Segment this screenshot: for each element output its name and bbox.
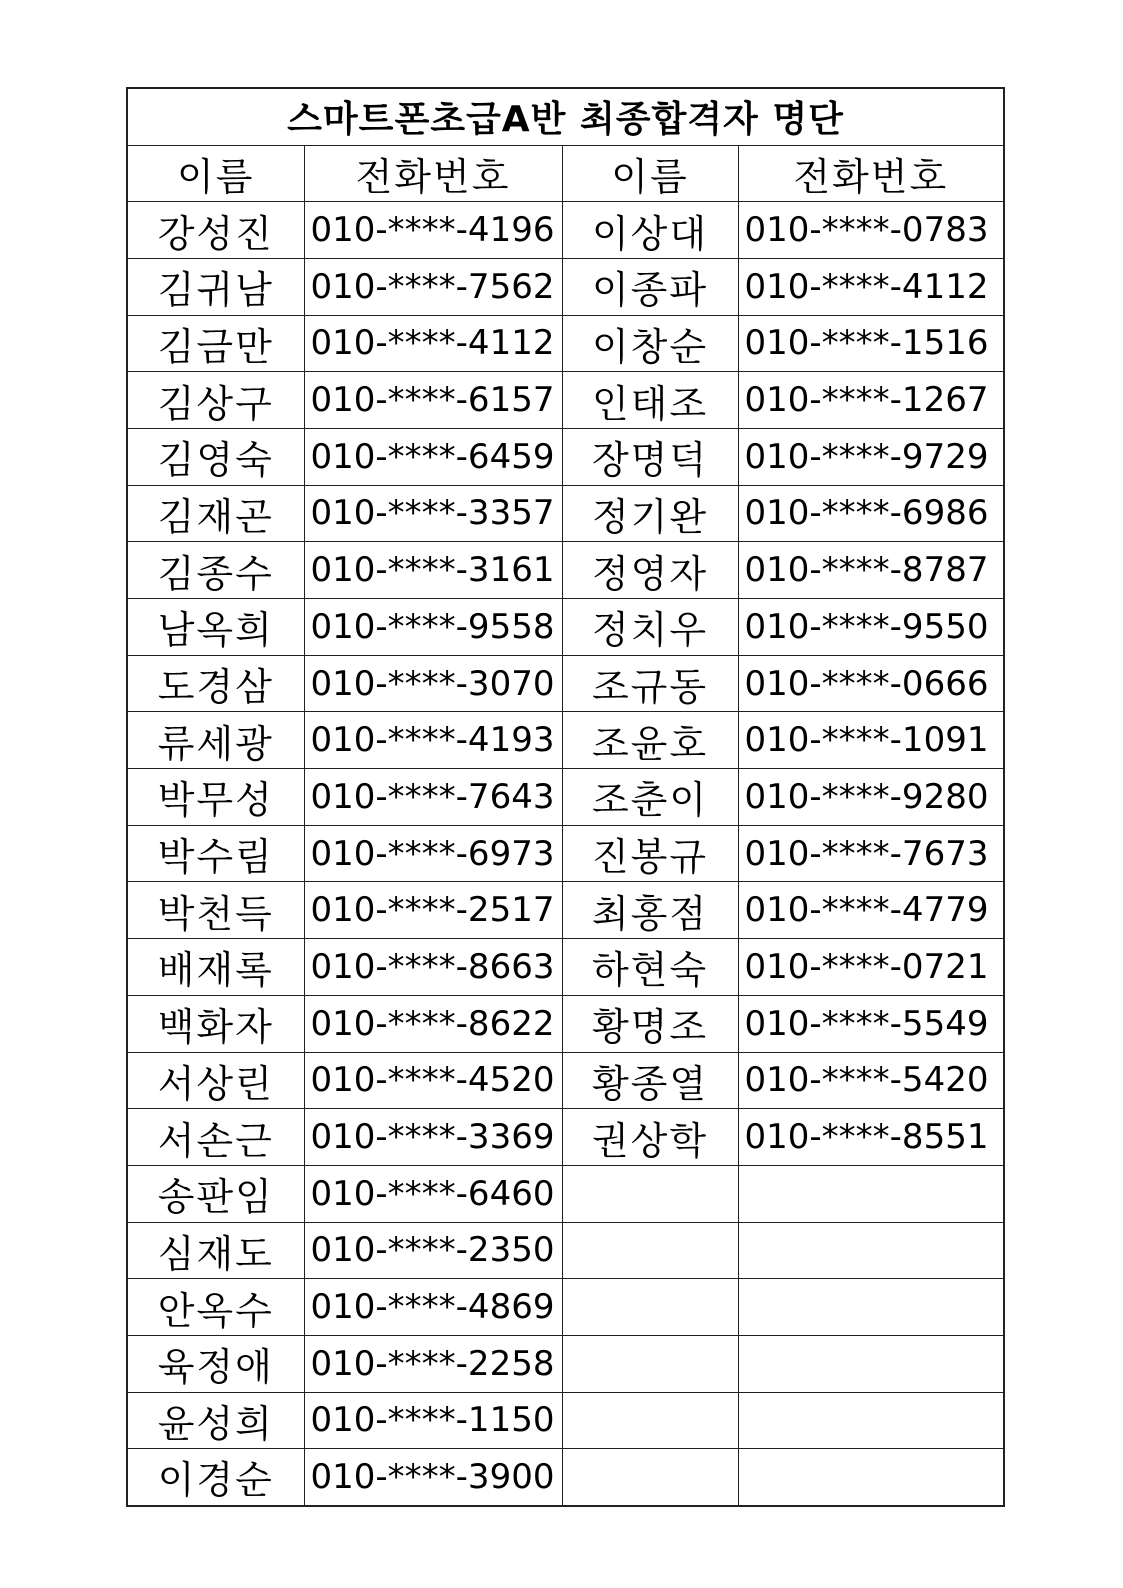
applicant-phone-left: 010-****-4112 xyxy=(304,315,562,372)
applicant-name-left: 박무성 xyxy=(127,769,304,826)
table-row xyxy=(127,1165,1004,1222)
applicant-name-right: 정치우 xyxy=(562,599,738,656)
applicant-name-left: 심재도 xyxy=(127,1222,304,1279)
column-header-name-right: 이름 xyxy=(562,145,738,202)
table-row xyxy=(127,995,1004,1052)
applicant-name-right: 조윤호 xyxy=(562,712,738,769)
applicant-phone-right: 010-****-9550 xyxy=(738,599,1004,656)
applicant-name-left: 김귀남 xyxy=(127,258,304,315)
applicant-phone-right xyxy=(738,1392,1004,1449)
applicant-phone-right: 010-****-8551 xyxy=(738,1109,1004,1166)
applicant-name-right: 황종열 xyxy=(562,1052,738,1109)
applicant-name-right: 인태조 xyxy=(562,372,738,429)
applicant-phone-left: 010-****-7562 xyxy=(304,258,562,315)
table-row xyxy=(127,825,1004,882)
table-row xyxy=(127,712,1004,769)
applicant-name-right: 조규동 xyxy=(562,655,738,712)
applicant-phone-left: 010-****-8663 xyxy=(304,939,562,996)
table-row xyxy=(127,1052,1004,1109)
applicant-name-right: 황명조 xyxy=(562,995,738,1052)
table-row xyxy=(127,1222,1004,1279)
applicant-phone-right xyxy=(738,1165,1004,1222)
table-row xyxy=(127,485,1004,542)
table-row xyxy=(127,769,1004,826)
applicant-phone-right: 010-****-0666 xyxy=(738,655,1004,712)
applicant-phone-left: 010-****-9558 xyxy=(304,599,562,656)
applicant-name-right: 이상대 xyxy=(562,202,738,259)
table-row xyxy=(127,882,1004,939)
table-row xyxy=(127,258,1004,315)
applicant-phone-left: 010-****-4520 xyxy=(304,1052,562,1109)
applicant-name-left: 강성진 xyxy=(127,202,304,259)
table-row xyxy=(127,1279,1004,1336)
applicant-phone-right: 010-****-4112 xyxy=(738,258,1004,315)
applicant-phone-left: 010-****-7643 xyxy=(304,769,562,826)
applicant-name-right: 이창순 xyxy=(562,315,738,372)
applicant-phone-left: 010-****-2258 xyxy=(304,1335,562,1392)
applicant-list-table xyxy=(126,87,1005,1507)
table-row xyxy=(127,1392,1004,1449)
table-row xyxy=(127,939,1004,996)
applicant-phone-right: 010-****-5420 xyxy=(738,1052,1004,1109)
applicant-name-left: 김상구 xyxy=(127,372,304,429)
table-row xyxy=(127,1109,1004,1166)
applicant-name-left: 안옥수 xyxy=(127,1279,304,1336)
table-row xyxy=(127,1335,1004,1392)
applicant-phone-right: 010-****-8787 xyxy=(738,542,1004,599)
applicant-name-right: 장명덕 xyxy=(562,428,738,485)
applicant-name-right xyxy=(562,1392,738,1449)
applicant-phone-right xyxy=(738,1335,1004,1392)
applicant-name-right: 정영자 xyxy=(562,542,738,599)
applicant-phone-left: 010-****-3161 xyxy=(304,542,562,599)
applicant-name-left: 김종수 xyxy=(127,542,304,599)
applicant-name-left: 서손근 xyxy=(127,1109,304,1166)
table-row xyxy=(127,428,1004,485)
applicant-name-right: 하현숙 xyxy=(562,939,738,996)
applicant-name-left: 이경순 xyxy=(127,1449,304,1506)
applicant-phone-right: 010-****-1267 xyxy=(738,372,1004,429)
column-header-name-left: 이름 xyxy=(127,145,304,202)
table-row xyxy=(127,372,1004,429)
applicant-name-left: 류세광 xyxy=(127,712,304,769)
applicant-name-right xyxy=(562,1279,738,1336)
applicant-name-left: 서상린 xyxy=(127,1052,304,1109)
applicant-phone-left: 010-****-6157 xyxy=(304,372,562,429)
applicant-name-left: 백화자 xyxy=(127,995,304,1052)
applicant-name-right: 이종파 xyxy=(562,258,738,315)
applicant-name-left: 송판임 xyxy=(127,1165,304,1222)
applicant-phone-right: 010-****-5549 xyxy=(738,995,1004,1052)
table-row xyxy=(127,1449,1004,1506)
applicant-phone-right: 010-****-9729 xyxy=(738,428,1004,485)
applicant-phone-right: 010-****-6986 xyxy=(738,485,1004,542)
applicant-name-left: 도경삼 xyxy=(127,655,304,712)
applicant-phone-left: 010-****-3900 xyxy=(304,1449,562,1506)
applicant-phone-left: 010-****-3070 xyxy=(304,655,562,712)
title-row xyxy=(127,88,1004,145)
document-title: 스마트폰초급A반 최종합격자 명단 xyxy=(127,88,1004,145)
applicant-name-right xyxy=(562,1165,738,1222)
column-header-phone-left: 전화번호 xyxy=(304,145,562,202)
applicant-phone-left: 010-****-6459 xyxy=(304,428,562,485)
applicant-phone-left: 010-****-6973 xyxy=(304,825,562,882)
applicant-phone-right: 010-****-7673 xyxy=(738,825,1004,882)
applicant-name-right: 진봉규 xyxy=(562,825,738,882)
column-header-phone-right: 전화번호 xyxy=(738,145,1004,202)
applicant-name-right xyxy=(562,1222,738,1279)
applicant-name-right: 최홍점 xyxy=(562,882,738,939)
applicant-phone-left: 010-****-8622 xyxy=(304,995,562,1052)
applicant-name-right xyxy=(562,1449,738,1506)
applicant-phone-right: 010-****-0783 xyxy=(738,202,1004,259)
table-row xyxy=(127,655,1004,712)
applicant-name-left: 남옥희 xyxy=(127,599,304,656)
applicant-phone-left: 010-****-6460 xyxy=(304,1165,562,1222)
applicant-phone-right xyxy=(738,1279,1004,1336)
table-row xyxy=(127,315,1004,372)
applicant-phone-left: 010-****-4196 xyxy=(304,202,562,259)
applicant-phone-left: 010-****-1150 xyxy=(304,1392,562,1449)
applicant-phone-left: 010-****-2517 xyxy=(304,882,562,939)
applicant-phone-right: 010-****-1516 xyxy=(738,315,1004,372)
applicant-name-right: 정기완 xyxy=(562,485,738,542)
applicant-name-right: 조춘이 xyxy=(562,769,738,826)
header-row xyxy=(127,145,1004,202)
applicant-name-left: 김금만 xyxy=(127,315,304,372)
applicant-name-left: 박천득 xyxy=(127,882,304,939)
applicant-phone-left: 010-****-4193 xyxy=(304,712,562,769)
table-row xyxy=(127,599,1004,656)
table-row xyxy=(127,542,1004,599)
applicant-phone-left: 010-****-2350 xyxy=(304,1222,562,1279)
applicant-phone-right: 010-****-9280 xyxy=(738,769,1004,826)
applicant-phone-right: 010-****-1091 xyxy=(738,712,1004,769)
applicant-phone-left: 010-****-4869 xyxy=(304,1279,562,1336)
applicant-name-left: 배재록 xyxy=(127,939,304,996)
table-row xyxy=(127,202,1004,259)
applicant-phone-left: 010-****-3369 xyxy=(304,1109,562,1166)
applicant-phone-right xyxy=(738,1222,1004,1279)
applicant-name-right xyxy=(562,1335,738,1392)
applicant-name-left: 박수림 xyxy=(127,825,304,882)
applicant-name-left: 김영숙 xyxy=(127,428,304,485)
applicant-phone-left: 010-****-3357 xyxy=(304,485,562,542)
applicant-phone-right: 010-****-4779 xyxy=(738,882,1004,939)
applicant-name-left: 김재곤 xyxy=(127,485,304,542)
applicant-phone-right xyxy=(738,1449,1004,1506)
applicant-name-left: 윤성희 xyxy=(127,1392,304,1449)
applicant-name-left: 육정애 xyxy=(127,1335,304,1392)
applicant-name-right: 권상학 xyxy=(562,1109,738,1166)
applicant-phone-right: 010-****-0721 xyxy=(738,939,1004,996)
table-body xyxy=(127,202,1004,1506)
